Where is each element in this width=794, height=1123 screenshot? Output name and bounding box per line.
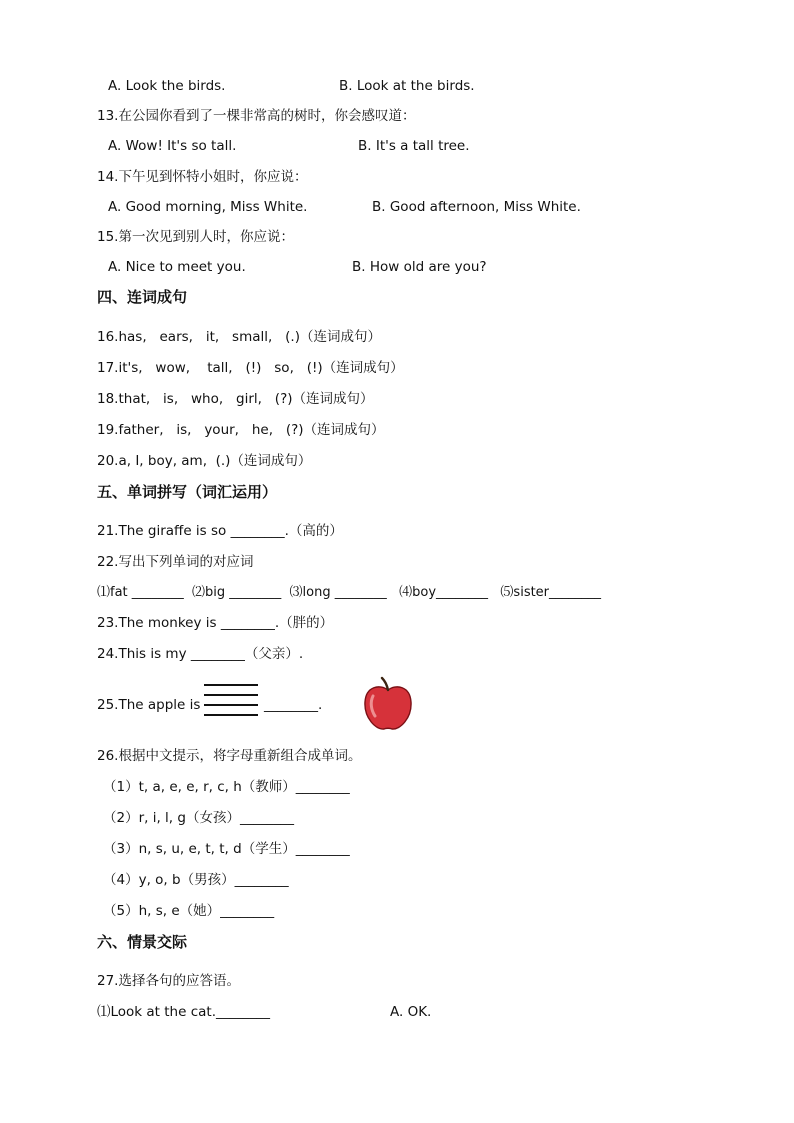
sentence-item: 16.has, ears, it, small, (.)（连词成句）	[97, 329, 381, 345]
question-stem: 22.写出下列单词的对应词	[97, 554, 254, 570]
unscramble-item: （3）n, s, u, e, t, t, d（学生）________	[103, 841, 350, 857]
unscramble-item: （1）t, a, e, e, r, c, h（教师）________	[103, 779, 350, 795]
question-stem: 21.The giraffe is so ________.（高的）	[97, 523, 343, 539]
sentence-item: 20.a, I, boy, am, (.)（连词成句）	[97, 453, 312, 469]
striped-color-swatch-icon	[204, 684, 260, 724]
question-stem: 27.选择各句的应答语。	[97, 973, 240, 989]
apple-icon	[362, 676, 414, 732]
option-a: A. Wow! It's so tall.	[108, 138, 237, 154]
section-heading: 五、单词拼写（词汇运用）	[97, 483, 278, 501]
question-stem: 14.下午见到怀特小姐时，你应说：	[97, 169, 308, 185]
option-b: B. It's a tall tree.	[358, 138, 470, 154]
question-stem: 25.The apple is	[97, 697, 201, 713]
unscramble-item: （4）y, o, b（男孩）________	[103, 872, 289, 888]
word-pairs-row: ⑴fat ________ ⑵big ________ ⑶long ________ ⑷boy________ ⑸sister________	[97, 585, 602, 600]
question-stem: 13.在公园你看到了一棵非常高的树时，你会感叹道：	[97, 108, 416, 124]
answer-blank: ________.	[264, 697, 323, 713]
option-b: B. Look at the birds.	[339, 78, 475, 94]
question-stem: 24.This is my ________（父亲）.	[97, 646, 304, 662]
section-heading: 四、连词成句	[97, 288, 188, 306]
question-stem: 26.根据中文提示，将字母重新组合成单词。	[97, 748, 362, 764]
option-a: A. Nice to meet you.	[108, 259, 246, 275]
option-a: A. Look the birds.	[108, 78, 226, 94]
question-stem: 23.The monkey is ________.（胖的）	[97, 615, 334, 631]
option-b: B. How old are you?	[352, 259, 487, 275]
option-b: B. Good afternoon, Miss White.	[372, 199, 581, 215]
unscramble-item: （5）h, s, e（她）________	[103, 903, 275, 919]
sentence-item: 19.father, is, your, he, (?)（连词成句）	[97, 422, 385, 438]
question-stem: 15.第一次见到别人时，你应说：	[97, 229, 294, 245]
response-option: A. OK.	[390, 1004, 432, 1020]
dialogue-item: ⑴Look at the cat.________	[97, 1004, 270, 1020]
sentence-item: 18.that, is, who, girl, (?)（连词成句）	[97, 391, 374, 407]
sentence-item: 17.it's, wow, tall, (!) so, (!)（连词成句）	[97, 360, 404, 376]
unscramble-item: （2）r, i, l, g（女孩）________	[103, 810, 294, 826]
section-heading: 六、情景交际	[97, 933, 188, 951]
option-a: A. Good morning, Miss White.	[108, 199, 308, 215]
